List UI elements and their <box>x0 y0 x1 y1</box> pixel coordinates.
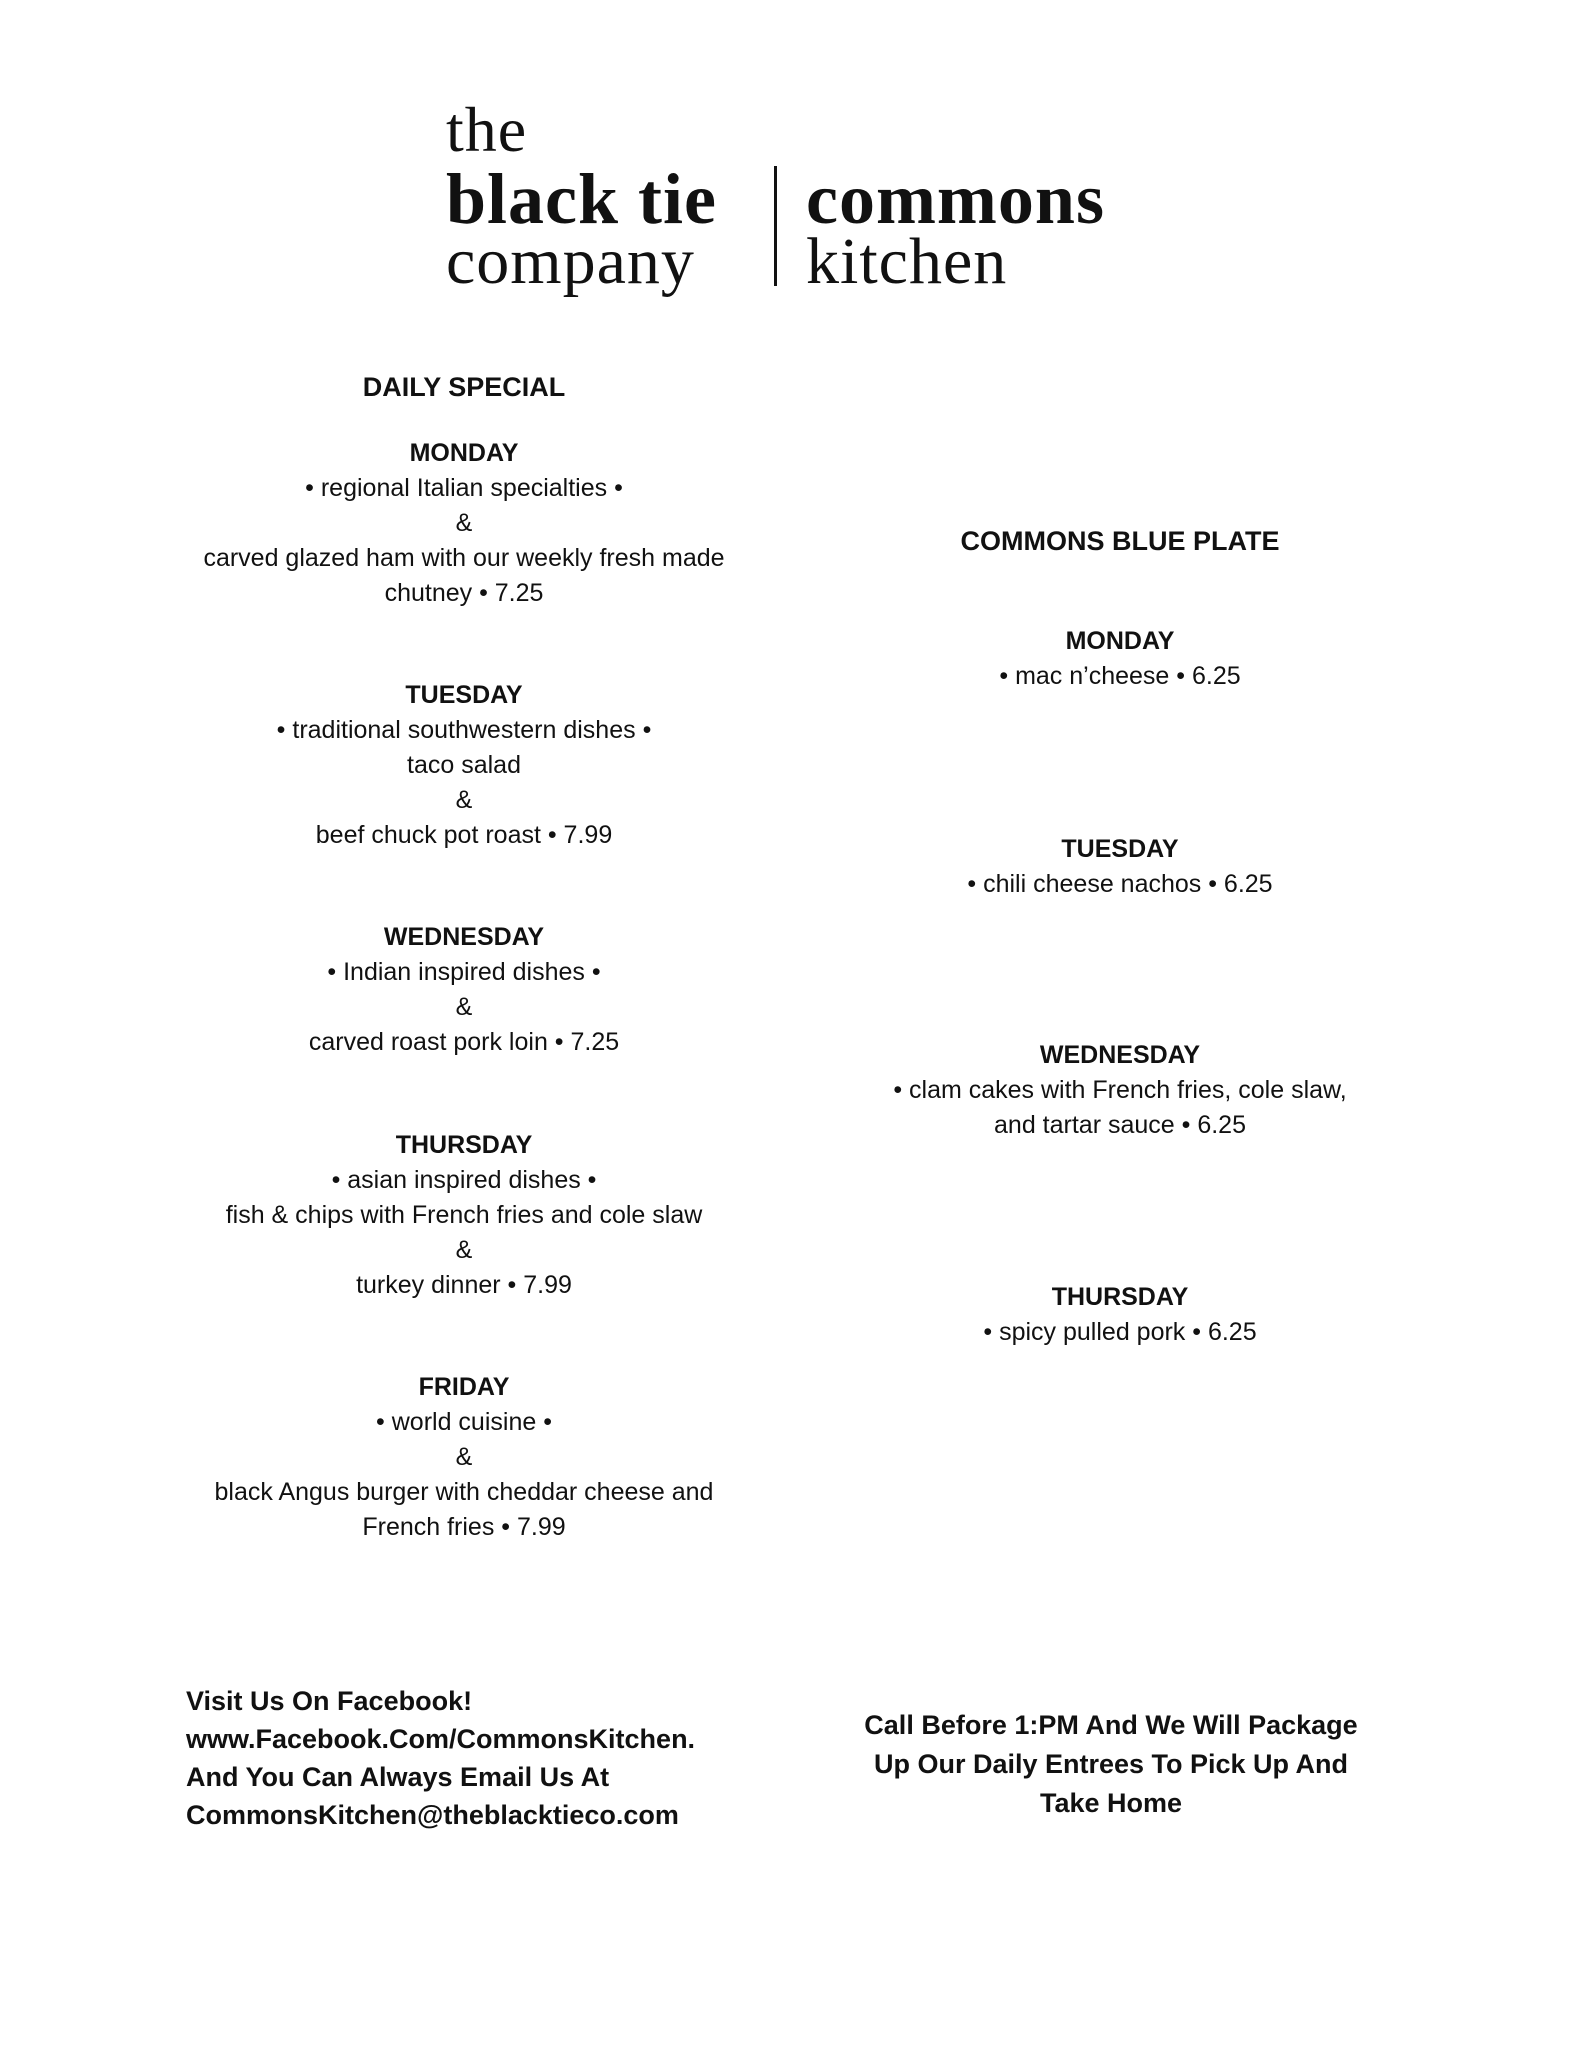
menu-line: taco salad <box>407 751 521 779</box>
menu-line: & <box>455 509 473 537</box>
logo-the: the <box>446 94 528 165</box>
menu-line: & <box>455 1236 473 1264</box>
day-name: WEDNESDAY <box>1039 1041 1201 1069</box>
daily-special-monday <box>164 436 764 611</box>
blue-plate-thursday <box>860 1280 1380 1350</box>
footer-line: Call Before 1:PM And We Will Package <box>864 1710 1358 1740</box>
footer-line: Visit Us On Facebook! <box>186 1686 473 1716</box>
footer-line: www.Facebook.Com/CommonsKitchen. <box>186 1724 696 1754</box>
menu-line: • chili cheese nachos • 6.25 <box>967 870 1273 898</box>
blue-plate-title: COMMONS BLUE PLATE <box>960 526 1280 556</box>
menu-line: beef chuck pot roast • 7.99 <box>315 821 613 849</box>
logo-black-tie: black tie <box>446 159 717 239</box>
menu-line: fish & chips with French fries and cole slaw <box>225 1201 703 1229</box>
menu-line: & <box>455 993 473 1021</box>
day-name: FRIDAY <box>418 1373 510 1401</box>
menu-line: • Indian inspired dishes • <box>327 958 601 986</box>
logo-commons: commons <box>806 159 1105 239</box>
menu-line: carved glazed ham with our weekly fresh made <box>203 544 725 572</box>
day-name: MONDAY <box>1065 627 1175 655</box>
blue-plate-wednesday <box>860 1038 1380 1143</box>
footer-line: Up Our Daily Entrees To Pick Up And <box>873 1749 1349 1779</box>
daily-special-tuesday <box>164 678 764 853</box>
blue-plate-monday <box>860 624 1380 694</box>
menu-line: • clam cakes with French fries, cole slaw, <box>893 1076 1347 1104</box>
daily-special-wednesday <box>164 920 764 1060</box>
daily-special-friday <box>164 1370 764 1545</box>
pickup-note <box>846 1706 1376 1823</box>
logo-kitchen: kitchen <box>806 225 1008 298</box>
logo-company: company <box>446 225 695 298</box>
menu-line: and tartar sauce • 6.25 <box>994 1111 1246 1139</box>
facebook-contact-note <box>186 1682 786 1834</box>
menu-line: & <box>455 1443 473 1471</box>
footer-line: CommonsKitchen@theblacktieco.com <box>186 1800 679 1830</box>
menu-line: French fries • 7.99 <box>362 1513 566 1541</box>
menu-line: carved roast pork loin • 7.25 <box>308 1028 620 1056</box>
menu-line: • traditional southwestern dishes • <box>276 716 652 744</box>
menu-line: • world cuisine • <box>376 1408 552 1436</box>
day-name: WEDNESDAY <box>383 923 545 951</box>
menu-line: • regional Italian specialties • <box>305 474 623 502</box>
day-name: THURSDAY <box>395 1131 533 1159</box>
menu-line: chutney • 7.25 <box>384 579 544 607</box>
blue-plate-tuesday <box>860 832 1380 902</box>
menu-line: & <box>455 786 473 814</box>
footer-line: Take Home <box>1039 1788 1183 1818</box>
menu-line: • mac n’cheese • 6.25 <box>999 662 1241 690</box>
day-name: TUESDAY <box>405 681 523 709</box>
logo-divider <box>774 166 777 286</box>
menu-line: • asian inspired dishes • <box>331 1166 597 1194</box>
day-name: MONDAY <box>409 439 519 467</box>
logo <box>446 92 1166 302</box>
day-name: THURSDAY <box>1051 1283 1189 1311</box>
menu-line: • spicy pulled pork • 6.25 <box>983 1318 1257 1346</box>
menu-line: black Angus burger with cheddar cheese and <box>214 1478 714 1506</box>
menu-line: turkey dinner • 7.99 <box>356 1271 572 1299</box>
day-name: TUESDAY <box>1061 835 1179 863</box>
daily-special-title: DAILY SPECIAL <box>362 372 566 402</box>
footer-line: And You Can Always Email Us At <box>186 1762 610 1792</box>
daily-special-thursday <box>164 1128 764 1303</box>
